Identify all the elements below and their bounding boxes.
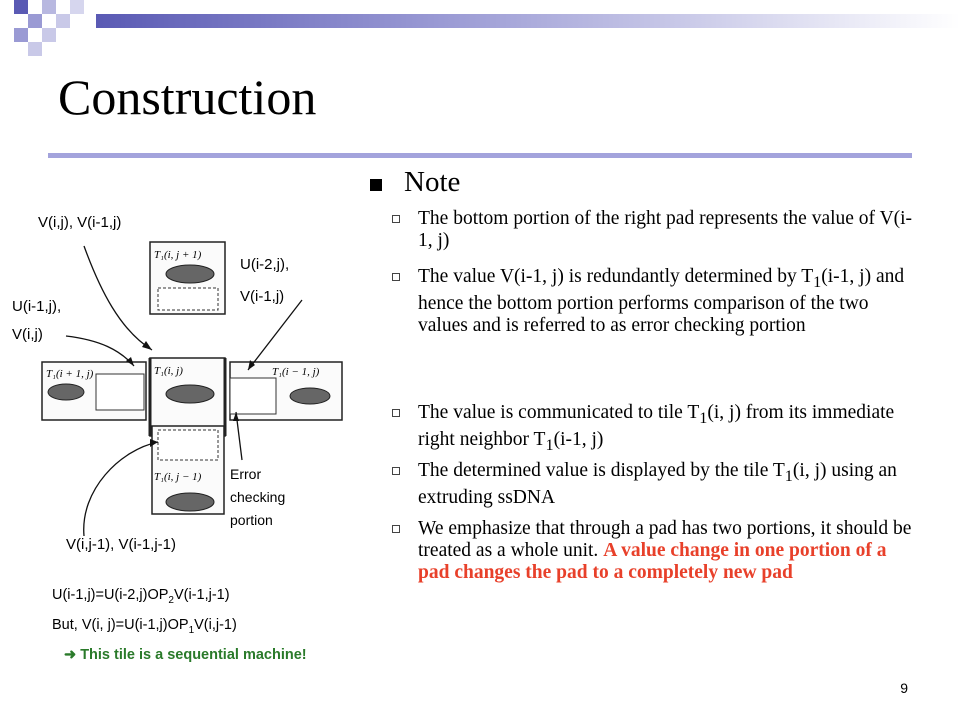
tile-center-label: T₁(i, j) — [154, 365, 183, 377]
label-error-line3: portion — [230, 512, 273, 528]
note-item-1: The bottom portion of the right pad represents the value of V(i-1, j) — [418, 208, 913, 252]
label-right-top-line2: V(i-1,j) — [240, 288, 285, 305]
slide-title: Construction — [58, 69, 317, 125]
label-right-top-line1: U(i-2,j), — [240, 256, 290, 273]
hollow-square-bullet-icon — [392, 525, 400, 533]
label-left-line1: U(i-1,j), — [12, 298, 62, 315]
note-item-3: The value is communicated to tile $T_1(i$, j) from its immediate right neighbor $T_1(i-1$, j) — [418, 402, 913, 456]
note-item-2: The value V(i-1, j) is redundantly determined by $T_1(i-1$, j) and hence the bottom portion performs comparison of the two values and is referred to as error checking portion — [418, 266, 913, 337]
tile-top — [150, 242, 225, 314]
tile-left — [42, 362, 146, 420]
label-bottom: V(i,j-1), V(i-1,j-1) — [66, 536, 177, 553]
conclusion: ➜ This tile is a sequential machine! — [64, 647, 307, 663]
tile-top-label: T₁(i, j + 1) — [154, 249, 202, 261]
header-bar — [96, 14, 960, 28]
note-heading: Note — [404, 166, 461, 198]
label-left-line2: V(i,j) — [12, 326, 43, 343]
note-item-5: We emphasize that through a pad has two portions, it should be treated as a whole unit. A value change in one portion of a pad changes the pad to a completely new pad — [418, 518, 913, 584]
corner-decoration — [0, 0, 96, 60]
hollow-square-bullet-icon — [392, 273, 400, 281]
tile-right-label: T₁(i − 1, j) — [272, 366, 320, 378]
tile-bottom — [152, 426, 224, 514]
tile-diagram — [40, 240, 350, 550]
square-bullet-icon — [370, 179, 382, 191]
note-item-4: The determined value is displayed by the tile $T_1(i$, j) using an extruding ssDNA — [418, 460, 913, 509]
tile-center — [150, 358, 225, 436]
page-number: 9 — [900, 680, 908, 696]
tile-bottom-label: T₁(i, j − 1) — [154, 471, 202, 483]
label-error-line2: checking — [230, 489, 286, 505]
hollow-square-bullet-icon — [392, 215, 400, 223]
equation-1: $U(i-1,j)=U(i-2,j)OP_2V(i-1,j-1)$ — [52, 587, 230, 606]
label-error-line1: Error — [230, 466, 262, 482]
title-rule — [48, 153, 912, 158]
tile-left-label: T₁(i + 1, j) — [46, 368, 94, 380]
tile-right — [230, 362, 342, 420]
label-top: V(i,j), V(i-1,j) — [38, 214, 122, 231]
hollow-square-bullet-icon — [392, 467, 400, 475]
right-arrow-icon: ➜ — [64, 647, 77, 663]
hollow-square-bullet-icon — [392, 409, 400, 417]
equation-2: But, V(i, $j)=U(i-1,j)OP_1V(i,j-1)$ — [52, 617, 237, 636]
